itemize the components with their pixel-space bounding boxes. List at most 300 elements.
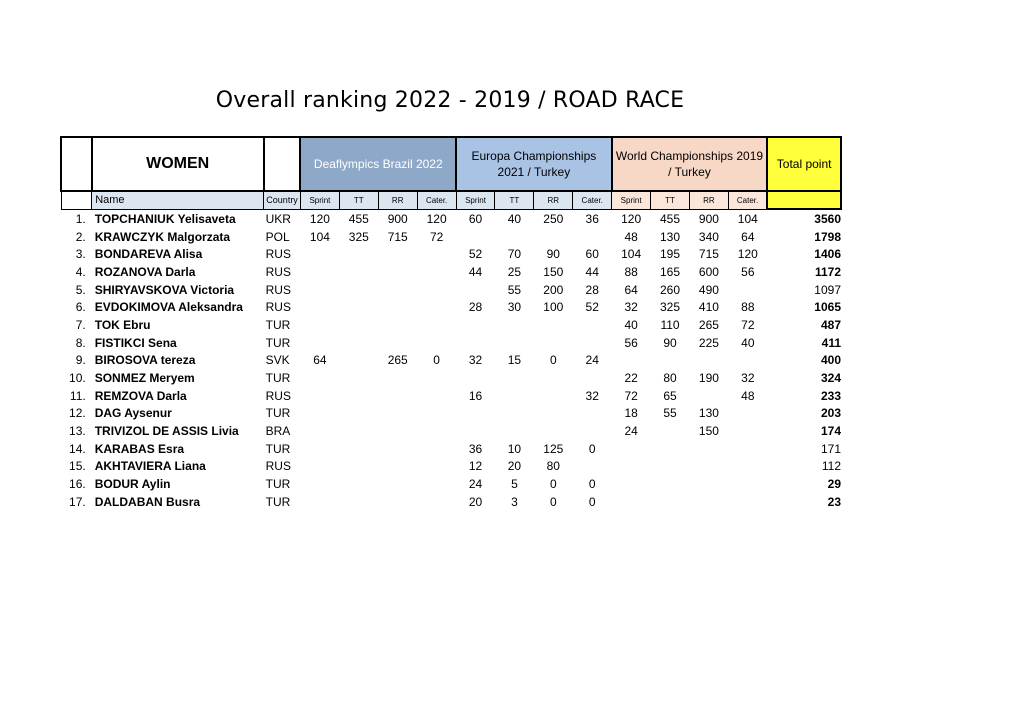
points-cell xyxy=(300,281,339,299)
rank-cell: 12. xyxy=(69,406,86,421)
points-cell xyxy=(339,281,378,299)
points-cell xyxy=(339,298,378,316)
country-cell: SVK xyxy=(265,353,290,368)
points-cell: 24 xyxy=(585,353,599,368)
points-cell xyxy=(417,245,456,263)
points-cell: 80 xyxy=(546,459,560,474)
points-cell xyxy=(417,458,456,476)
points-cell: 60 xyxy=(585,247,599,262)
points-cell xyxy=(339,475,378,493)
athlete-name-cell: TOPCHANIUK Yelisaveta xyxy=(94,211,236,226)
points-cell: 56 xyxy=(624,335,638,350)
name-column-header: Name xyxy=(92,191,264,209)
points-cell xyxy=(689,440,728,458)
points-cell xyxy=(651,422,690,440)
points-cell xyxy=(339,334,378,352)
points-cell xyxy=(612,440,651,458)
points-cell xyxy=(417,334,456,352)
total-point-cell: 1065 xyxy=(814,300,841,315)
athlete-name-cell: BODUR Aylin xyxy=(94,477,171,492)
points-cell: 90 xyxy=(663,335,677,350)
points-cell: 130 xyxy=(698,406,719,421)
points-cell xyxy=(417,475,456,493)
points-cell: 265 xyxy=(698,317,719,332)
points-cell xyxy=(417,440,456,458)
points-cell: 340 xyxy=(698,229,719,244)
country-column-header: Country xyxy=(264,191,301,209)
points-cell: 120 xyxy=(621,211,642,226)
points-cell: 72 xyxy=(741,317,755,332)
points-cell xyxy=(573,405,612,423)
points-cell xyxy=(689,475,728,493)
deaflympics-tt-header: TT xyxy=(339,191,378,209)
points-cell: 0 xyxy=(588,477,596,492)
total-point-cell: 1798 xyxy=(814,229,841,244)
points-cell xyxy=(573,316,612,334)
points-cell: 715 xyxy=(698,247,719,262)
total-point-cell: 171 xyxy=(820,441,841,456)
country-cell: RUS xyxy=(265,388,291,403)
points-cell: 900 xyxy=(698,211,719,226)
points-cell xyxy=(456,228,495,246)
points-cell: 70 xyxy=(507,247,522,262)
points-cell xyxy=(534,387,573,405)
points-cell: 56 xyxy=(741,264,755,279)
rank-cell: 6. xyxy=(75,300,86,315)
total-point-cell: 233 xyxy=(820,388,841,403)
athlete-name-cell: TOK Ebru xyxy=(94,317,151,332)
points-cell: 28 xyxy=(468,300,483,315)
points-cell xyxy=(417,387,456,405)
points-cell: 64 xyxy=(741,229,755,244)
points-cell xyxy=(573,422,612,440)
points-cell xyxy=(495,316,534,334)
points-cell: 265 xyxy=(387,353,408,368)
table-row xyxy=(61,475,841,493)
points-cell xyxy=(534,334,573,352)
points-cell xyxy=(495,369,534,387)
points-cell xyxy=(456,281,495,299)
points-cell xyxy=(728,475,767,493)
points-cell xyxy=(728,493,767,511)
country-cell: TUR xyxy=(265,317,291,332)
points-cell xyxy=(378,405,417,423)
points-cell xyxy=(612,352,651,370)
points-cell xyxy=(456,369,495,387)
deaflympics-cater-header: Cater. xyxy=(417,191,456,209)
rank-cell: 9. xyxy=(75,353,86,368)
points-cell xyxy=(378,245,417,263)
points-cell xyxy=(573,334,612,352)
points-cell: 48 xyxy=(624,229,638,244)
points-cell xyxy=(339,493,378,511)
points-cell: 325 xyxy=(348,229,369,244)
rank-cell: 4. xyxy=(75,264,86,279)
points-cell: 40 xyxy=(507,211,522,226)
points-cell xyxy=(456,334,495,352)
points-cell xyxy=(378,440,417,458)
points-cell xyxy=(456,422,495,440)
points-cell xyxy=(495,334,534,352)
points-cell xyxy=(495,228,534,246)
points-cell: 64 xyxy=(313,353,327,368)
table-row xyxy=(61,245,841,263)
points-cell xyxy=(573,369,612,387)
rank-cell: 15. xyxy=(69,459,86,474)
points-cell xyxy=(573,228,612,246)
points-cell xyxy=(300,316,339,334)
points-cell: 52 xyxy=(468,247,483,262)
points-cell: 5 xyxy=(511,477,518,492)
athlete-name-cell: SHIRYAVSKOVA Victoria xyxy=(94,282,235,297)
points-cell: 260 xyxy=(660,282,681,297)
country-cell: BRA xyxy=(265,424,291,439)
rank-cell: 14. xyxy=(69,441,86,456)
points-cell xyxy=(417,263,456,281)
total-point-cell: 23 xyxy=(827,494,841,509)
total-point-cell: 29 xyxy=(827,477,841,492)
points-cell xyxy=(612,475,651,493)
points-cell: 0 xyxy=(549,353,557,368)
points-cell xyxy=(534,228,573,246)
table-row xyxy=(61,405,841,423)
points-cell: 36 xyxy=(468,441,483,456)
world-tt-header: TT xyxy=(651,191,690,209)
athlete-name-cell: ROZANOVA Darla xyxy=(94,264,196,279)
country-cell: TUR xyxy=(265,335,291,350)
rank-cell: 8. xyxy=(75,335,86,350)
deaflympics-sprint-header: Sprint xyxy=(300,191,339,209)
world-heading: World Championships 2019 / Turkey xyxy=(612,137,768,191)
points-cell: 490 xyxy=(698,282,719,297)
points-cell: 32 xyxy=(468,353,483,368)
points-cell: 55 xyxy=(663,406,677,421)
points-cell: 12 xyxy=(468,459,483,474)
rank-cell: 16. xyxy=(69,477,86,492)
table-row xyxy=(61,298,841,316)
rank-cell: 5. xyxy=(75,282,86,297)
points-cell: 44 xyxy=(468,264,483,279)
points-cell: 455 xyxy=(660,211,681,226)
athlete-name-cell: SONMEZ Meryem xyxy=(94,371,195,386)
points-cell xyxy=(339,263,378,281)
points-cell xyxy=(456,405,495,423)
table-row xyxy=(61,458,841,476)
points-cell: 325 xyxy=(660,300,681,315)
points-cell xyxy=(573,458,612,476)
points-cell xyxy=(339,387,378,405)
points-cell: 32 xyxy=(624,300,638,315)
points-cell: 22 xyxy=(624,371,638,386)
country-cell: RUS xyxy=(265,300,291,315)
table-row xyxy=(61,369,841,387)
points-cell: 55 xyxy=(507,282,522,297)
points-cell: 64 xyxy=(624,282,638,297)
points-cell xyxy=(728,422,767,440)
athlete-name-cell: REMZOVA Darla xyxy=(94,388,187,403)
total-column-header xyxy=(767,191,841,209)
points-cell xyxy=(339,405,378,423)
country-cell: RUS xyxy=(265,247,291,262)
country-cell: RUS xyxy=(265,264,291,279)
points-cell: 410 xyxy=(698,300,719,315)
points-cell xyxy=(300,369,339,387)
points-cell xyxy=(378,493,417,511)
points-cell: 72 xyxy=(429,229,444,244)
table-header-row xyxy=(61,137,841,191)
points-cell xyxy=(378,298,417,316)
total-point-cell: 487 xyxy=(820,317,841,332)
points-cell: 0 xyxy=(549,494,557,509)
europa-rr-header: RR xyxy=(534,191,573,209)
points-cell: 120 xyxy=(309,211,330,226)
points-cell: 3 xyxy=(511,494,518,509)
points-cell xyxy=(339,352,378,370)
table-row xyxy=(61,334,841,352)
points-cell xyxy=(612,493,651,511)
rank-cell: 2. xyxy=(75,229,86,244)
rank-cell: 3. xyxy=(75,247,86,262)
points-cell: 20 xyxy=(507,459,522,474)
points-cell xyxy=(378,387,417,405)
points-cell xyxy=(689,387,728,405)
points-cell: 150 xyxy=(543,264,564,279)
points-cell: 120 xyxy=(737,247,758,262)
points-cell xyxy=(378,458,417,476)
rank-cell: 1. xyxy=(75,211,86,226)
points-cell: 72 xyxy=(624,388,638,403)
points-cell xyxy=(417,281,456,299)
points-cell: 104 xyxy=(621,247,642,262)
points-cell: 110 xyxy=(660,317,680,332)
points-cell: 30 xyxy=(507,300,522,315)
rank-cell: 10. xyxy=(69,371,86,386)
points-cell xyxy=(651,475,690,493)
total-point-cell: 3560 xyxy=(814,211,841,226)
points-cell: 225 xyxy=(698,335,719,350)
points-cell: 165 xyxy=(660,264,681,279)
points-cell xyxy=(534,369,573,387)
total-point-cell: 400 xyxy=(820,353,841,368)
country-cell: TUR xyxy=(265,494,291,509)
table-row xyxy=(61,209,841,228)
points-cell xyxy=(300,422,339,440)
athlete-name-cell: BIROSOVA tereza xyxy=(94,353,196,368)
points-cell: 88 xyxy=(624,264,638,279)
points-cell: 18 xyxy=(624,406,638,421)
total-point-cell: 174 xyxy=(820,424,841,439)
women-heading: WOMEN xyxy=(92,137,264,191)
points-cell xyxy=(300,334,339,352)
points-cell: 0 xyxy=(588,494,596,509)
rank-cell: 11. xyxy=(69,388,86,403)
athlete-name-cell: KRAWCZYK Malgorzata xyxy=(94,229,231,244)
points-cell: 0 xyxy=(433,353,440,368)
total-point-cell: 112 xyxy=(821,459,841,474)
points-cell: 200 xyxy=(543,282,564,297)
points-cell: 130 xyxy=(660,229,681,244)
points-cell xyxy=(300,458,339,476)
table-row xyxy=(61,493,841,511)
points-cell: 0 xyxy=(549,477,557,492)
country-cell: TUR xyxy=(265,441,291,456)
points-cell xyxy=(495,405,534,423)
rank-cell: 17. xyxy=(69,494,86,509)
points-cell: 100 xyxy=(543,300,564,315)
points-cell: 455 xyxy=(348,211,369,226)
total-point-cell: 324 xyxy=(820,371,841,386)
points-cell xyxy=(378,281,417,299)
points-cell xyxy=(378,334,417,352)
total-point-cell: 1097 xyxy=(814,282,841,297)
points-cell: 44 xyxy=(585,264,599,279)
points-cell xyxy=(339,440,378,458)
points-cell xyxy=(417,369,456,387)
points-cell: 195 xyxy=(660,247,681,262)
country-cell: RUS xyxy=(265,459,291,474)
points-cell xyxy=(534,405,573,423)
points-cell: 715 xyxy=(387,229,408,244)
deaflympics-rr-header: RR xyxy=(378,191,417,209)
points-cell: 24 xyxy=(624,424,638,439)
points-cell xyxy=(339,245,378,263)
points-cell xyxy=(495,387,534,405)
points-cell: 32 xyxy=(741,371,755,386)
points-cell xyxy=(300,245,339,263)
ranking-table xyxy=(60,136,842,511)
points-cell: 88 xyxy=(741,300,755,315)
points-cell xyxy=(378,369,417,387)
points-cell xyxy=(300,440,339,458)
points-cell: 32 xyxy=(585,388,599,403)
rank-cell: 13. xyxy=(69,424,86,439)
points-cell: 0 xyxy=(588,441,596,456)
header-country-cell xyxy=(264,137,301,191)
points-cell: 48 xyxy=(741,388,755,403)
athlete-name-cell: DALDABAN Busra xyxy=(94,494,201,509)
points-cell xyxy=(728,458,767,476)
country-cell: TUR xyxy=(265,477,291,492)
points-cell xyxy=(300,263,339,281)
points-cell: 900 xyxy=(387,211,408,226)
points-cell xyxy=(651,458,690,476)
points-cell xyxy=(534,422,573,440)
europa-tt-header: TT xyxy=(495,191,534,209)
points-cell: 25 xyxy=(507,264,522,279)
country-cell: TUR xyxy=(265,406,291,421)
points-cell: 65 xyxy=(663,388,677,403)
total-point-cell: 203 xyxy=(820,406,841,421)
points-cell xyxy=(651,440,690,458)
points-cell xyxy=(339,458,378,476)
points-cell xyxy=(417,405,456,423)
points-cell xyxy=(689,493,728,511)
points-cell xyxy=(417,316,456,334)
europa-sprint-header: Sprint xyxy=(456,191,495,209)
europa-cater-header: Cater. xyxy=(573,191,612,209)
total-point-cell: 411 xyxy=(821,335,841,350)
points-cell xyxy=(378,422,417,440)
points-cell: 20 xyxy=(468,494,483,509)
table-row xyxy=(61,316,841,334)
athlete-name-cell: FISTIKCI Sena xyxy=(94,335,177,350)
points-cell xyxy=(339,422,378,440)
points-cell xyxy=(417,422,456,440)
total-heading: Total point xyxy=(767,137,841,191)
points-cell: 40 xyxy=(624,317,638,332)
rank-cell: 7. xyxy=(75,317,86,332)
table-row xyxy=(61,352,841,370)
europa-heading: Europa Championships 2021 / Turkey xyxy=(456,137,612,191)
points-cell: 125 xyxy=(543,441,564,456)
points-cell xyxy=(728,352,767,370)
points-cell: 80 xyxy=(663,371,677,386)
header-rank-cell xyxy=(61,137,92,191)
points-cell xyxy=(417,298,456,316)
points-cell xyxy=(612,458,651,476)
points-cell xyxy=(689,458,728,476)
athlete-name-cell: TRIVIZOL DE ASSIS Livia xyxy=(94,424,239,439)
total-point-cell: 1406 xyxy=(814,247,841,262)
points-cell: 150 xyxy=(698,424,719,439)
table-row xyxy=(61,422,841,440)
points-cell: 104 xyxy=(309,229,330,244)
world-cater-header: Cater. xyxy=(728,191,767,209)
points-cell: 15 xyxy=(507,353,522,368)
points-cell: 28 xyxy=(585,282,599,297)
points-cell xyxy=(300,387,339,405)
country-cell: TUR xyxy=(265,371,291,386)
points-cell xyxy=(339,316,378,334)
athlete-name-cell: KARABAS Esra xyxy=(94,441,185,456)
points-cell: 190 xyxy=(698,371,719,386)
table-row xyxy=(61,228,841,246)
page-title: Overall ranking 2022 - 2019 / ROAD RACE xyxy=(215,88,685,113)
points-cell: 40 xyxy=(741,335,755,350)
athlete-name-cell: AKHTAVIERA Liana xyxy=(94,459,206,474)
points-cell xyxy=(339,369,378,387)
points-cell xyxy=(728,405,767,423)
table-subheader-row xyxy=(61,191,841,209)
points-cell: 120 xyxy=(426,211,447,226)
world-sprint-header: Sprint xyxy=(612,191,651,209)
points-cell: 10 xyxy=(507,441,522,456)
athlete-name-cell: EVDOKIMOVA Aleksandra xyxy=(94,300,243,315)
points-cell: 60 xyxy=(468,211,483,226)
points-cell xyxy=(651,352,690,370)
points-cell xyxy=(651,493,690,511)
country-cell: RUS xyxy=(265,282,291,297)
athlete-name-cell: BONDAREVA Alisa xyxy=(94,247,203,262)
country-cell: UKR xyxy=(265,211,291,226)
points-cell xyxy=(689,352,728,370)
points-cell: 104 xyxy=(737,211,758,226)
points-cell: 36 xyxy=(585,211,599,226)
world-rr-header: RR xyxy=(689,191,728,209)
athlete-name-cell: DAG Aysenur xyxy=(94,406,172,421)
points-cell: 24 xyxy=(468,477,483,492)
points-cell xyxy=(378,263,417,281)
points-cell xyxy=(728,281,767,299)
points-cell: 90 xyxy=(546,247,560,262)
total-point-cell: 1172 xyxy=(814,264,841,279)
points-cell xyxy=(378,475,417,493)
points-cell: 250 xyxy=(543,211,564,226)
points-cell xyxy=(456,316,495,334)
points-cell: 52 xyxy=(585,300,599,315)
points-cell xyxy=(378,316,417,334)
points-cell xyxy=(300,475,339,493)
